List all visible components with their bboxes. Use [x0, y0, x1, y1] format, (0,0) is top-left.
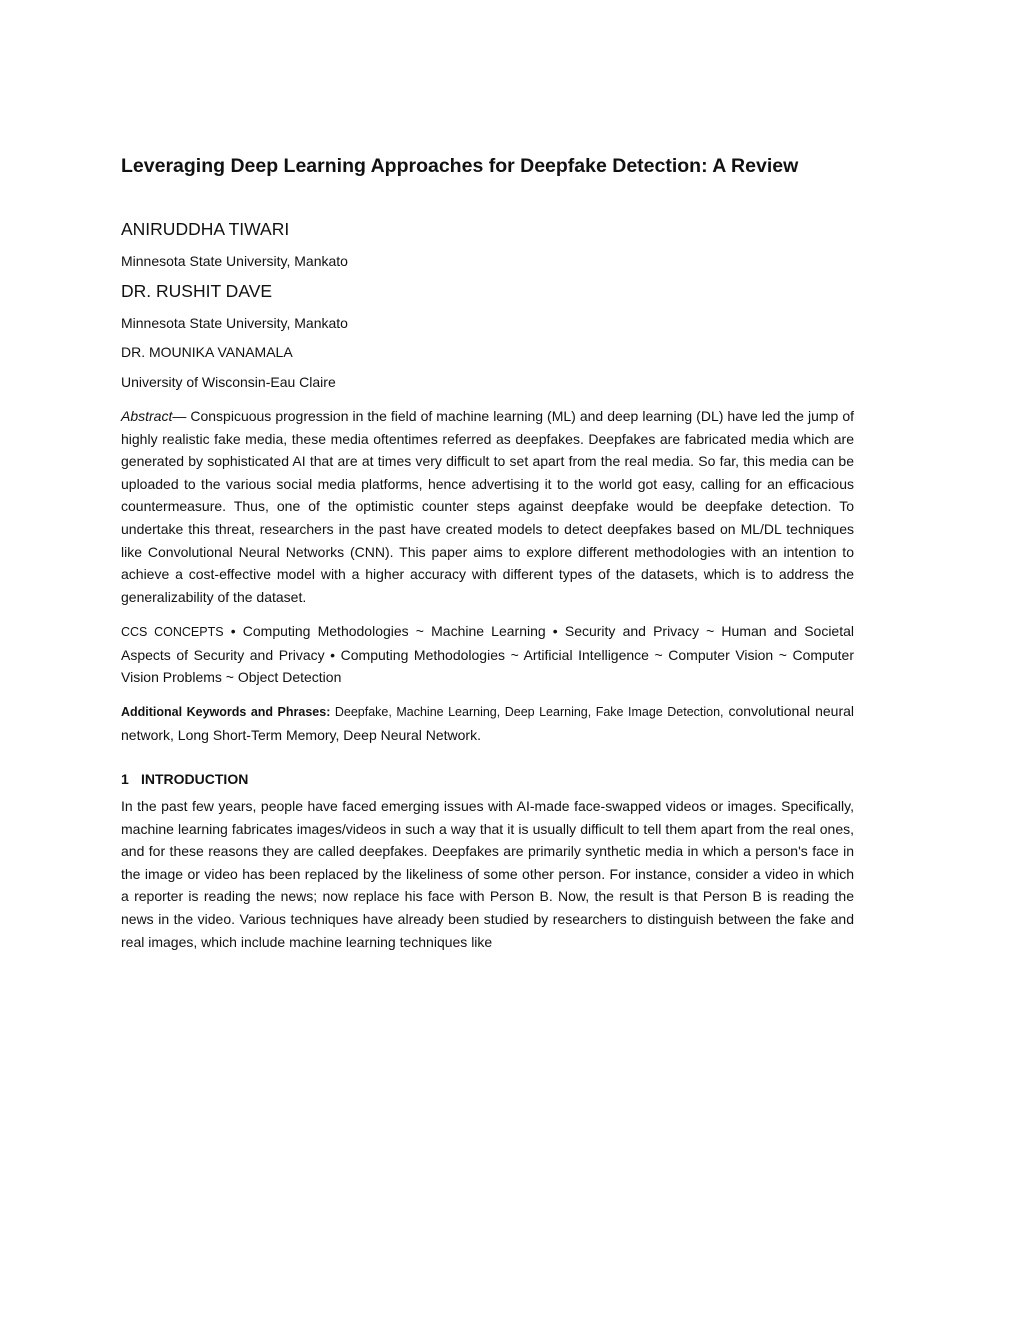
introduction-paragraph: In the past few years, people have faced emerging issues with AI-made face-swapped videos or images. Specifically, machine learning fabricates images/videos in such a way that it is usually difficult to tell them apart from the real ones, and for these reasons they are called deepfakes. Deepfakes are primarily synthetic media in which a person's face in the image or video has been replaced by the likeliness of some other person. For instance, consider a video in which a reporter is reading the news; now replace his face with Person B. Now, the result is that Person B is reading the news in the video. Various techniques have already been studied by researchers to distinguish between the fake and real images, which include machine learning techniques like — [121, 798, 854, 950]
author-affiliation: Minnesota State University, Mankato — [121, 253, 348, 269]
section-title: INTRODUCTION — [141, 771, 249, 787]
abstract — [121, 405, 854, 608]
paper-title: Leveraging Deep Learning Approaches for Deepfake Detection: A Review — [121, 155, 799, 177]
author-affiliation: University of Wisconsin-Eau Claire — [121, 374, 336, 390]
keywords-label: Additional Keywords and Phrases: — [121, 705, 331, 719]
author-affiliation: Minnesota State University, Mankato — [121, 315, 348, 331]
ccs-label: CCS CONCEPTS — [121, 625, 224, 639]
keywords — [121, 700, 854, 746]
ccs-concepts — [121, 620, 854, 689]
ccs-text: • Computing Methodologies ~ Machine Learning • Security and Privacy ~ Human and Societal Aspects of Security and Privacy • Computing Methodologies ~ Artificial Intelligence ~ Computer Vision ~ Computer Vision Problems ~ Object Detection — [121, 623, 854, 686]
author-name: DR. MOUNIKA VANAMALA — [121, 344, 293, 360]
section-heading-introduction — [121, 769, 248, 789]
keywords-text-small: Deepfake, Machine Learning, Deep Learning, Fake Image Detection, — [330, 705, 724, 719]
keywords-text-rest: convolutional neural network, Long Short-Term Memory, Deep Neural Network. — [121, 703, 854, 743]
abstract-text: Conspicuous progression in the field of machine learning (ML) and deep learning (DL) have led the jump of highly realistic fake media, these media oftentimes referred as deepfakes. Deepfakes are fabricated media which are generated by sophisticated AI that are at times very difficult to set apart from the real media. So far, this media can be uploaded to the various social media platforms, hence advertising it to the world got easy, calling for an efficacious countermeasure. Thus, one of the optimistic counter steps against deepfake would be deepfake detection. To undertake this threat, researchers in the past have created models to detect deepfakes based on ML/DL techniques like Convolutional Neural Networks (CNN). This paper aims to explore different methodologies with an intention to achieve a cost-effective model with a higher accuracy with different types of the datasets, which is to address the generalizability of the dataset. — [121, 408, 854, 605]
abstract-label: Abstract — [121, 408, 173, 424]
author-name: ANIRUDDHA TIWARI — [121, 219, 290, 239]
abstract-dash: — — [172, 408, 187, 424]
author-name: DR. RUSHIT DAVE — [121, 281, 273, 301]
section-number: 1 — [121, 771, 129, 787]
